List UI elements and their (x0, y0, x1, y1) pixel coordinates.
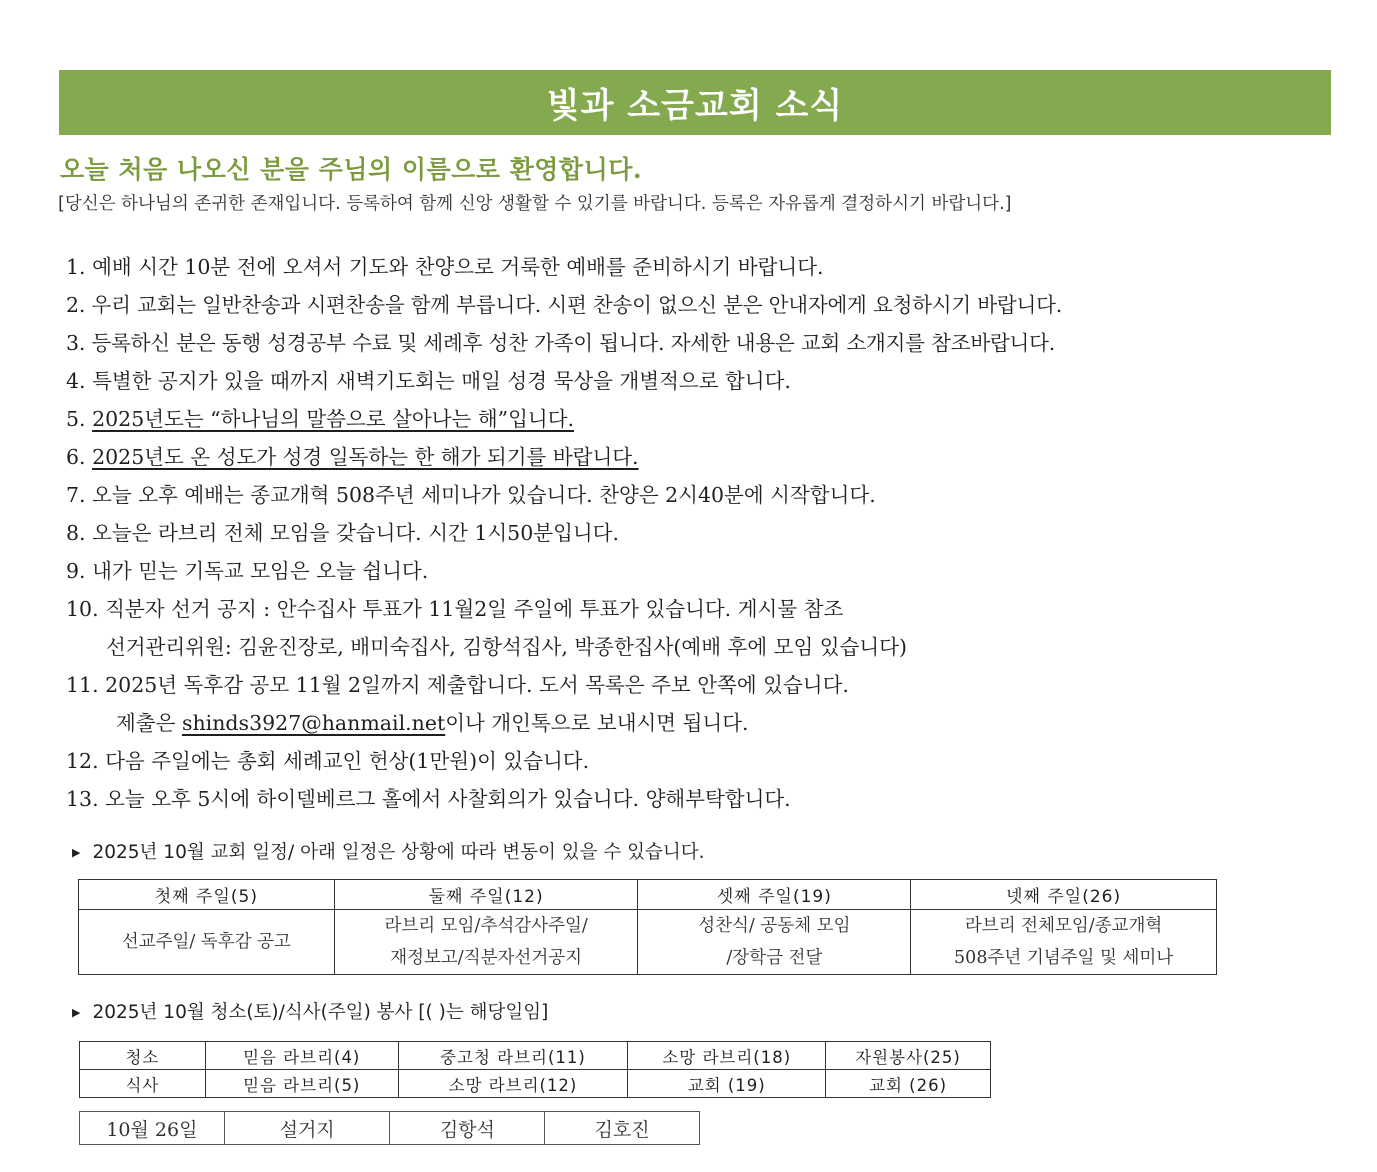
schedule-section-title (72, 838, 705, 864)
announcement-11: 11. 2025년 독후감 공모 11월 2일까지 제출합니다. 도서 목록은 주보 안쪽에 있습니다. (66, 673, 849, 697)
schedule-header-week1: 첫째 주일(5) (79, 880, 335, 910)
service-cell: 자원봉사(25) (826, 1042, 991, 1070)
announcement-11-detail-prefix: 제출은 (116, 711, 182, 735)
schedule-cell-week3-line2: /장학금 전달 (726, 948, 823, 968)
schedule-cell-week3 (638, 910, 911, 975)
service-cell: 중고청 라브리(11) (398, 1042, 628, 1070)
service-cell: 교회 (26) (826, 1070, 991, 1098)
schedule-cell-week2-line2: 재정보고/직분자선거공지 (390, 948, 583, 968)
dishwashing-row (80, 1112, 700, 1145)
service-cell: 믿음 라브리(5) (205, 1070, 398, 1098)
dishwashing-person: 김항석 (390, 1112, 545, 1145)
schedule-header-week3: 셋째 주일(19) (638, 880, 911, 910)
welcome-note: [당신은 하나님의 존귀한 존재입니다. 등록하여 함께 신앙 생활할 수 있기를 바랍니다. 등록은 자유롭게 결정하시기 바랍니다.] (58, 194, 1012, 214)
schedule-body-row (79, 910, 1217, 975)
schedule-header-row (79, 880, 1217, 910)
announcement-5-text: 2025년도는 “하나님의 말씀으로 살아나는 해”입니다. (92, 407, 575, 431)
announcement-8: 8. 오늘은 라브리 전체 모임을 갖습니다. 시간 1시50분입니다. (66, 521, 619, 545)
service-title-text: 2025년 10월 청소(토)/식사(주일) 봉사 [( )는 해당일임] (92, 1002, 549, 1023)
announcement-2: 2. 우리 교회는 일반찬송과 시편찬송을 함께 부릅니다. 시편 찬송이 없으신 분은 안내자에게 요청하시기 바랍니다. (66, 293, 1063, 317)
schedule-cell-week4-line1: 라브리 전체모임/종교개혁 (964, 916, 1163, 936)
service-table (79, 1041, 991, 1098)
schedule-table (78, 879, 1217, 975)
dishwashing-task: 설거지 (224, 1112, 390, 1145)
announcement-6-text: 2025년도 온 성도가 성경 일독하는 한 해가 되기를 바랍니다. (92, 445, 639, 469)
page-title: 빛과 소금교회 소식 (546, 86, 844, 126)
announcement-12: 12. 다음 주일에는 총회 세례교인 헌상(1만원)이 있습니다. (66, 749, 590, 773)
schedule-cell-week2 (334, 910, 638, 975)
welcome-headline: 오늘 처음 나오신 분을 주님의 이름으로 환영합니다. (60, 155, 643, 184)
dishwashing-table (79, 1111, 700, 1145)
announcement-list (66, 248, 1366, 818)
announcement-7: 7. 오늘 오후 예배는 종교개혁 508주년 세미나가 있습니다. 찬양은 2시40분에 시작합니다. (66, 483, 876, 507)
schedule-title-text: 2025년 10월 교회 일정/ 아래 일정은 상황에 따라 변동이 있을 수 있습니다. (92, 842, 705, 863)
announcement-10: 10. 직분자 선거 공지 : 안수집사 투표가 11월2일 주일에 투표가 있습니다. 게시물 참조 (66, 597, 844, 621)
service-cell: 교회 (19) (628, 1070, 826, 1098)
announcement-3: 3. 등록하신 분은 동행 성경공부 수료 및 세례후 성찬 가족이 됩니다. 자세한 내용은 교회 소개지를 참조바랍니다. (66, 331, 1056, 355)
page-title-banner (59, 70, 1331, 135)
email-link[interactable]: shinds3927@hanmail.net (181, 711, 446, 735)
service-row-cleaning (80, 1042, 991, 1070)
service-cell: 청소 (80, 1042, 206, 1070)
announcement-9: 9. 내가 믿는 기독교 모임은 오늘 쉽니다. (66, 559, 429, 583)
announcement-13: 13. 오늘 오후 5시에 하이델베르그 홀에서 사찰회의가 있습니다. 양해부탁합니다. (66, 787, 791, 811)
schedule-cell-week1: 선교주일/ 독후감 공고 (79, 910, 335, 975)
service-cell: 식사 (80, 1070, 206, 1098)
schedule-cell-week4 (911, 910, 1217, 975)
announcement-11-detail (66, 704, 1366, 742)
schedule-cell-week4-line2: 508주년 기념주일 및 세미나 (954, 948, 1174, 968)
schedule-header-week4: 넷째 주일(26) (911, 880, 1217, 910)
service-cell: 소망 라브리(18) (628, 1042, 826, 1070)
dishwashing-person: 김호진 (545, 1112, 700, 1145)
announcement-1: 1. 예배 시간 10분 전에 오셔서 기도와 찬양으로 거룩한 예배를 준비하시기 바랍니다. (66, 255, 824, 279)
announcement-11-detail-suffix: 이나 개인톡으로 보내시면 됩니다. (445, 711, 749, 735)
schedule-cell-week3-line1: 성찬식/ 공동체 모임 (698, 916, 851, 936)
triangle-bullet-icon: ▶ (72, 846, 81, 859)
service-row-meal (80, 1070, 991, 1098)
announcement-10-detail: 선거관리위원: 김윤진장로, 배미숙집사, 김항석집사, 박종한집사(예배 후에 모임 있습니다) (106, 635, 907, 659)
announcement-5 (66, 400, 1366, 438)
service-cell: 소망 라브리(12) (398, 1070, 628, 1098)
dishwashing-date: 10월 26일 (80, 1112, 225, 1145)
schedule-header-week2: 둘째 주일(12) (334, 880, 638, 910)
service-cell: 믿음 라브리(4) (205, 1042, 398, 1070)
announcement-6 (66, 438, 1366, 476)
announcement-4: 4. 특별한 공지가 있을 때까지 새벽기도회는 매일 성경 묵상을 개별적으로 합니다. (66, 369, 791, 393)
service-section-title (72, 998, 548, 1024)
triangle-bullet-icon: ▶ (72, 1006, 81, 1019)
schedule-cell-week2-line1: 라브리 모임/추석감사주일/ (384, 916, 588, 936)
announcement-5-number: 5. (66, 407, 93, 431)
announcement-6-number: 6. (66, 445, 93, 469)
